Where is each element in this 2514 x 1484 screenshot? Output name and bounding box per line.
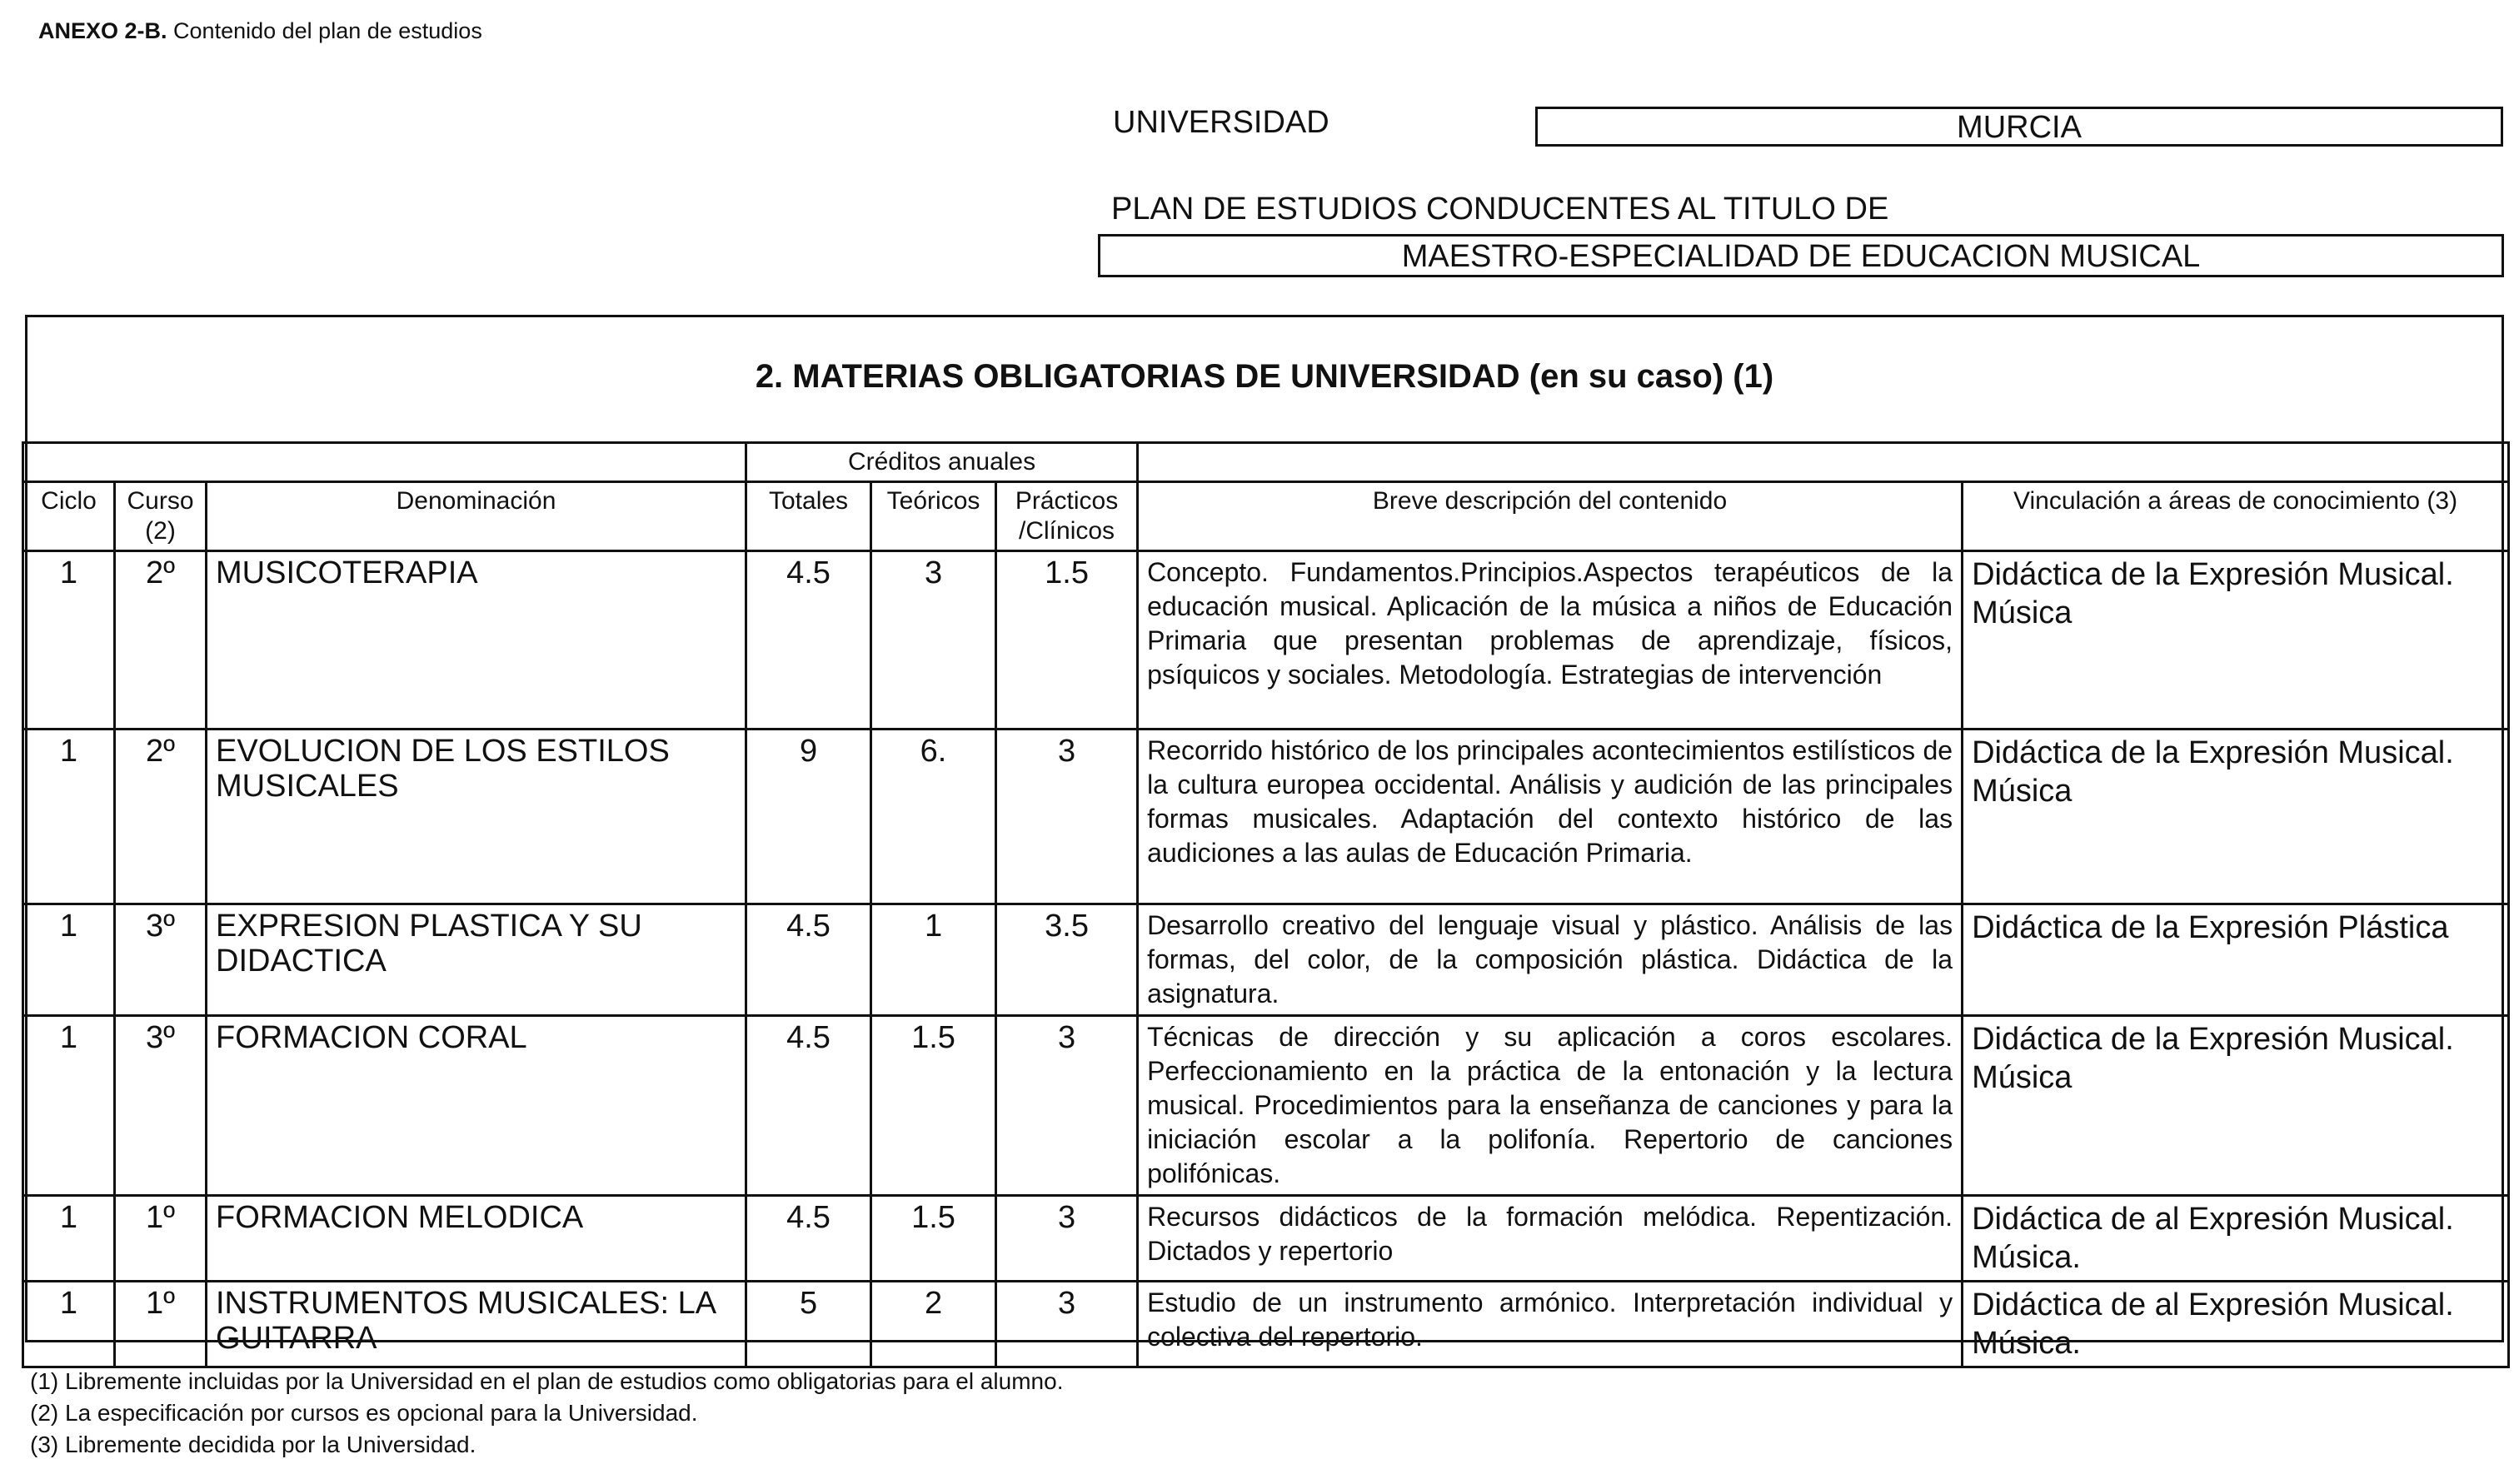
footnote: (3) Libremente decidida por la Universidad. — [30, 1432, 476, 1457]
cell-descripcion: Estudio de un instrumento armónico. Interpretación individual y colectiva del repertorio. — [1138, 1282, 1963, 1367]
cell-denominacion: INSTRUMENTOS MUSICALES: LA GUITARRA — [207, 1282, 746, 1367]
header-blank-left — [23, 443, 746, 482]
header-row — [23, 482, 2509, 551]
cell-practicos: 1.5 — [996, 551, 1138, 730]
cell-denominacion: EVOLUCION DE LOS ESTILOS MUSICALES — [207, 730, 746, 904]
footnote: (2) La especificación por cursos es opcional para la Universidad. — [30, 1400, 698, 1426]
cell-area: Didáctica de la Expresión Musical. Música — [1963, 1016, 2509, 1196]
cell-practicos: 3 — [996, 730, 1138, 904]
cell-denominacion: FORMACION MELODICA — [207, 1196, 746, 1282]
cell-descripcion: Recorrido histórico de los principales acontecimientos estilísticos de la cultura europea occidental. Análisis y audición de las principales formas musicales. Adaptación del contexto histórico de las audiciones a las aulas de Educación Primaria. — [1138, 730, 1963, 904]
cell-teoricos: 1 — [871, 904, 996, 1016]
cell-curso: 2º — [115, 551, 207, 730]
cell-practicos: 3 — [996, 1016, 1138, 1196]
cell-practicos: 3 — [996, 1196, 1138, 1282]
cell-teoricos: 3 — [871, 551, 996, 730]
cell-teoricos: 1.5 — [871, 1016, 996, 1196]
table-row — [23, 904, 2509, 1016]
cell-practicos: 3.5 — [996, 904, 1138, 1016]
cell-ciclo: 1 — [23, 730, 115, 904]
col-curso: Curso (2) — [115, 482, 207, 551]
col-teoricos: Teóricos — [871, 482, 996, 551]
cell-ciclo: 1 — [23, 904, 115, 1016]
cell-totales: 9 — [746, 730, 871, 904]
footnote: (1) Libremente incluidas por la Universidad en el plan de estudios como obligatorias para el alumno. — [30, 1368, 1064, 1394]
cell-curso: 1º — [115, 1282, 207, 1367]
cell-descripcion: Técnicas de dirección y su aplicación a coros escolares. Perfeccionamiento en la práctica de la entonación y la lectura musical. Procedimientos para la enseñanza de canciones y para la iniciación escolar a la polifonía. Repertorio de canciones polifónicas. — [1138, 1016, 1963, 1196]
header-row-group — [23, 443, 2509, 482]
cell-denominacion: FORMACION CORAL — [207, 1016, 746, 1196]
cell-totales: 4.5 — [746, 551, 871, 730]
annex-text: Contenido del plan de estudios — [173, 18, 482, 43]
header-blank-right — [1138, 443, 2509, 482]
cell-curso: 3º — [115, 1016, 207, 1196]
cell-totales: 4.5 — [746, 1196, 871, 1282]
plan-label: PLAN DE ESTUDIOS CONDUCENTES AL TITULO DE — [1111, 192, 1889, 227]
university-label: UNIVERSIDAD — [1113, 105, 1329, 140]
col-denominacion: Denominación — [207, 482, 746, 551]
section-title: 2. MATERIAS OBLIGATORIAS DE UNIVERSIDAD (en su caso) (1) — [755, 358, 1774, 395]
cell-area: Didáctica de al Expresión Musical. Música. — [1963, 1196, 2509, 1282]
cell-teoricos: 1.5 — [871, 1196, 996, 1282]
table-row — [23, 1196, 2509, 1282]
cell-area: Didáctica de la Expresión Musical. Música — [1963, 730, 2509, 904]
cell-denominacion: EXPRESION PLASTICA Y SU DIDACTICA — [207, 904, 746, 1016]
cell-area: Didáctica de al Expresión Musical. Música. — [1963, 1282, 2509, 1367]
cell-teoricos: 6. — [871, 730, 996, 904]
cell-ciclo: 1 — [23, 1282, 115, 1367]
cell-descripcion: Desarrollo creativo del lenguaje visual y plástico. Análisis de las formas, del color, de la composición plástica. Didáctica de la asignatura. — [1138, 904, 1963, 1016]
cell-practicos: 3 — [996, 1282, 1138, 1367]
cell-totales: 4.5 — [746, 1016, 871, 1196]
creditos-group-header: Créditos anuales — [746, 443, 1138, 482]
col-vinculacion: Vinculación a áreas de conocimiento (3) — [1963, 482, 2509, 551]
cell-descripcion: Concepto. Fundamentos.Principios.Aspectos terapéuticos de la educación musical. Aplicación de la música a niños de Educación Primaria que presentan problemas de aprendizaje, físicos, psíquicos y sociales. Metodología. Estrategias de intervención — [1138, 551, 1963, 730]
cell-ciclo: 1 — [23, 1016, 115, 1196]
cell-ciclo: 1 — [23, 1196, 115, 1282]
cell-ciclo: 1 — [23, 551, 115, 730]
cell-curso: 1º — [115, 1196, 207, 1282]
table-row — [23, 551, 2509, 730]
annex-label: ANEXO 2-B. — [38, 18, 167, 43]
cell-descripcion: Recursos didácticos de la formación melódica. Repentización. Dictados y repertorio — [1138, 1196, 1963, 1282]
col-descripcion: Breve descripción del contenido — [1138, 482, 1963, 551]
col-totales: Totales — [746, 482, 871, 551]
cell-totales: 5 — [746, 1282, 871, 1367]
cell-area: Didáctica de la Expresión Plástica — [1963, 904, 2509, 1016]
annex-heading — [38, 18, 482, 44]
cell-area: Didáctica de la Expresión Musical. Música — [1963, 551, 2509, 730]
cell-denominacion: MUSICOTERAPIA — [207, 551, 746, 730]
cell-curso: 3º — [115, 904, 207, 1016]
col-ciclo: Ciclo — [23, 482, 115, 551]
table-row — [23, 1016, 2509, 1196]
table-row — [23, 1282, 2509, 1367]
cell-curso: 2º — [115, 730, 207, 904]
table-row — [23, 730, 2509, 904]
cell-teoricos: 2 — [871, 1282, 996, 1367]
subjects-table — [22, 441, 2510, 1368]
degree-title: MAESTRO-ESPECIALIDAD DE EDUCACION MUSICAL — [1098, 234, 2504, 277]
university-value: MURCIA — [1535, 107, 2503, 147]
col-practicos: Prácticos /Clínicos — [996, 482, 1138, 551]
footnotes — [30, 1366, 1063, 1461]
cell-totales: 4.5 — [746, 904, 871, 1016]
